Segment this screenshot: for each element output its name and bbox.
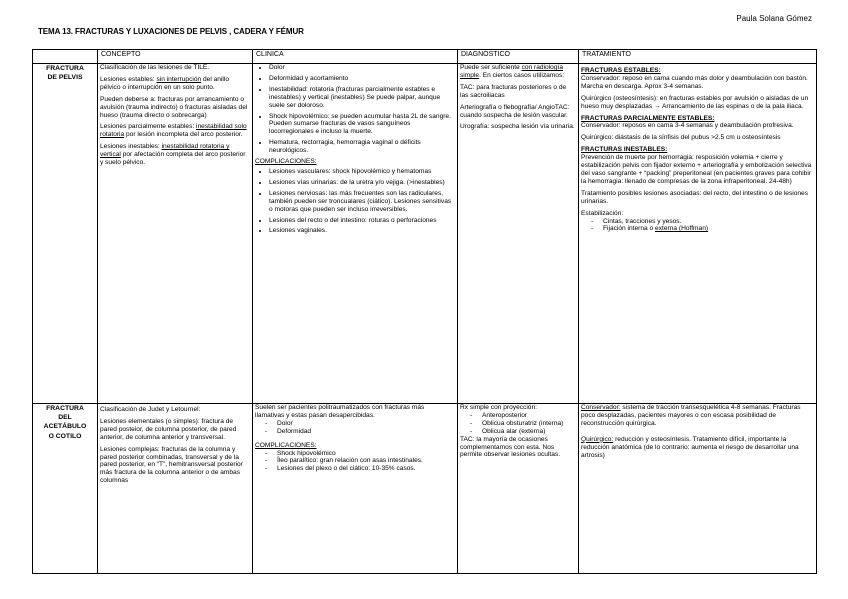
list-item: • Lesiones vaginales. (269, 227, 455, 235)
column-header: DIAGNÓSTICO (458, 50, 579, 64)
list-item: - Anteroposterior (482, 412, 576, 420)
list-item: • Deformidad y acortamiento (269, 75, 455, 83)
text-run: sistema de tracción transesquelética 4-8 semanas. Fracturas poco desplazadas, pacientes mayores o con escasa posibilidad de reconstrucción quirúrgica. (581, 404, 801, 427)
underlined-text: externa (Hoffman) (655, 225, 709, 233)
list-item: • Lesiones vasculares: shock hipovolémico y hematomas (269, 168, 455, 176)
concepto-paragraph: Pueden deberse a: fracturas por arrancamiento o avulsión (trauma indirecto) o fracturas aisladas del hueso (trauma directo o sobrecarga) (100, 95, 248, 119)
text-run: Lesiones parcialmente estables: (100, 123, 197, 131)
concepto-paragraph: Clasificación de las lesiones de TILE. (100, 64, 210, 71)
underlined-text: inestabilidad solo rotatoria (100, 123, 247, 139)
underlined-text: Conservador: (581, 404, 621, 411)
row-heading-line: DEL (58, 414, 72, 422)
clinica-cell (253, 404, 458, 574)
list-item: - Íleo paralítico: gran relación con asas intestinales. (277, 457, 455, 465)
tratamiento-paragraph: Conservador: reposos en cama 3-4 semanas y deambulación profresiva. (581, 122, 794, 130)
text-run: Lesiones estables: (100, 75, 157, 83)
tratamiento-paragraph: Prevención de muerte por hemorragia: resposición volemia + cierre y estabilización pelvis con fijador externo + arteriografía y embolización selectiva del vaso sangrante + “packing” preperitoneal (en pacientes graves para cohibir la hemorragia: llenado de compresas de la zona infraperitoneal. 24-48h) (581, 154, 812, 185)
list-item: • Lesiones vías urinarias: de la uretra y/o vejiga. (>inestables) (269, 179, 455, 187)
list-item: - Deformidad (277, 428, 455, 436)
diagnostico-paragraph: Arteriografía o flebografía/ AngioTAC: cuando sospecha de lesión vascular. (460, 103, 570, 119)
row-heading-line: O COTILO (48, 432, 82, 440)
tratamiento-paragraph: Estabilización: (581, 209, 624, 217)
list-item: • Lesiones nerviosas: las más frecuentes son las radiculares, también pueden ser troncualares (ciático). Lesiones sensitivas o motoras que pueden ser incluso irreversibles. (269, 190, 455, 214)
diagnostico-cell (458, 404, 579, 574)
list-item: • Shock hipovolémico: se pueden acumular hasta 2L de sangre. Pueden sumarse fracturas de vasos sanguíneos locorregionales e incluso la muerte. (269, 113, 455, 137)
tratamiento-paragraph: Conservador: reposo en cama cuando más dolor y deambulación con bastón. Marcha en descarga. Aprox 3-4 semanas. (581, 74, 808, 90)
complicaciones-list (255, 450, 455, 474)
list-item: • Inestabilidad: rotatoria (fracturas parcialmente estables e inestables) y vertical (inestables) Se puede palpar, aunque suele ser doloroso. (269, 86, 455, 110)
tratamiento-paragraph: Quirúrgico (osteosíntesis): en fracturas estables por avulsión o aisladas de un hueso muy desplazadas → Arrancamiento de las espinas o de la pala iliaca. (581, 94, 809, 110)
column-header: TRATAMIENTO (579, 50, 817, 64)
row-heading-line: ACETÁBULO (43, 423, 87, 431)
diagnostico-paragraph: Urografía: sospecha lesión vía urinaria. (460, 123, 575, 131)
row-heading-line: FRACTURA (46, 65, 84, 72)
diagnostico-paragraph (460, 64, 576, 80)
list-item: - Oblicua obsturatriz (interna) (482, 420, 576, 428)
estabilizacion-list (581, 218, 814, 234)
list-item: - Shock hipovolémico (277, 450, 455, 458)
tratamiento-cell (579, 64, 817, 404)
concepto-paragraph: Lesiones complejas: fracturas de la columna y pared posterior combinadas, transversal y de la pared posterior, en “T”, hemitransversal posterior más fractura de la columna anterior o de ambas columnas (100, 445, 243, 485)
text-run: Lesiones inestables: (100, 143, 162, 151)
text-run: por afectación completa del arco posterior y suelo pélvico. (100, 151, 246, 167)
text-run: reducción y osteosíntesis. Tratamiento difícil, importante la reducción anatómica (de lo contrario: aumenta el riesgo de desarrollar una artrosis) (581, 435, 799, 459)
clinica-paragraph: Suelen ser pacientes politraumatizados con fracturas más llamativas y estas pasan desapercibidas. (255, 404, 425, 419)
underlined-text: Quirúrgico: (581, 435, 614, 443)
text-run: por lesión incompleta del arco posterior. (124, 131, 243, 139)
list-item (603, 225, 814, 233)
diagnostico-paragraph: TAC: para fracturas posteriores o de las sacroiliacas (460, 83, 567, 99)
diagnostico-cell (458, 64, 579, 404)
proyecciones-list (460, 412, 576, 436)
clinica-cell (253, 64, 458, 404)
concepto-paragraph: Lesiones elementales (o simples): fractura de pared posteior, de columna posterior, de pared anterior, de columna anterior y transversal. (100, 417, 237, 441)
author-name: Paula Solana Gómez (736, 14, 812, 23)
list-item: - Cintas, tracciones y yesos. (603, 218, 814, 226)
document-title: TEMA 13. FRACTURAS Y LUXACIONES DE PELVIS , CADERA Y FÉMUR (38, 27, 304, 36)
table-header-row (33, 50, 817, 64)
underlined-text: sin interrupción (156, 75, 202, 83)
corner-cell (33, 50, 98, 64)
clinica-list (255, 420, 455, 436)
diagnostico-paragraph: Rx simple con proyección: (460, 404, 537, 411)
list-item: - Lesiones del plexo o del ciático: 10-35% casos. (277, 465, 455, 473)
concepto-paragraph (100, 76, 250, 92)
list-item: • Dolor (269, 64, 455, 72)
underlined-text: con radiología simple (460, 64, 564, 79)
tratamiento-paragraph (581, 436, 814, 460)
row-heading (33, 404, 98, 574)
tratamiento-paragraph (581, 404, 814, 428)
text-run: Puede ser suficiente (460, 64, 522, 71)
summary-table (32, 49, 817, 574)
column-header: CLINICA (253, 50, 458, 64)
concepto-paragraph (100, 143, 250, 167)
row-heading-line: FRACTURA (46, 405, 84, 412)
table-row (33, 64, 817, 404)
text-run: Fijación interna o (603, 225, 656, 233)
list-item: - Oblicua alar (externa) (482, 428, 576, 436)
row-heading (33, 64, 98, 404)
column-header: CONCEPTO (98, 50, 253, 64)
complicaciones-label: COMPLICACIONES: (255, 158, 317, 166)
tratamiento-heading: FRACTURAS PARCIALMENTE ESTABLES: (581, 114, 715, 122)
concepto-paragraph: Clasificación de Judet y Letournel: (100, 406, 201, 413)
row-heading-line: DE PELVIS (47, 74, 83, 82)
tratamiento-paragraph: Quirúrgico: diástasis de la sínfisis del pubus >2.5 cm u osteosíntesis (581, 134, 781, 142)
list-item: • Hematura, rectorragia, hemorragia vaginal o déficits neurológicos. (269, 139, 455, 155)
concepto-paragraph (100, 123, 250, 139)
clinica-list (255, 64, 455, 155)
concepto-cell (98, 64, 253, 404)
complicaciones-list (255, 168, 455, 235)
underlined-text: inestabilidad rotatoria y vertical (100, 143, 230, 159)
concepto-cell (98, 404, 253, 574)
list-item: • Lesiones del recto o del intestino: roturas o perforaciones (269, 217, 455, 225)
complicaciones-label: COMPLICACIONES: (255, 441, 317, 449)
tratamiento-paragraph: Tratamiento posibles lesiones asociadas: del recto, del intestino o de lesiones urinarias. (581, 189, 809, 205)
diagnostico-paragraph: TAC: la mayoría de ocasiones complementamos con esta. Nos permite observar lesiones ocultas. (460, 435, 561, 459)
tratamiento-heading: FRACTURAS ESTABLES: (581, 67, 661, 74)
tratamiento-heading: FRACTURAS INESTABLES: (581, 146, 668, 154)
text-run: del anillo pélvico o interrupción en un solo punto. (100, 75, 230, 91)
list-item: - Dolor (277, 420, 455, 428)
tratamiento-cell (579, 404, 817, 574)
table-row (33, 404, 817, 574)
text-run: . En ciertos casos utilizamos: (479, 71, 565, 79)
